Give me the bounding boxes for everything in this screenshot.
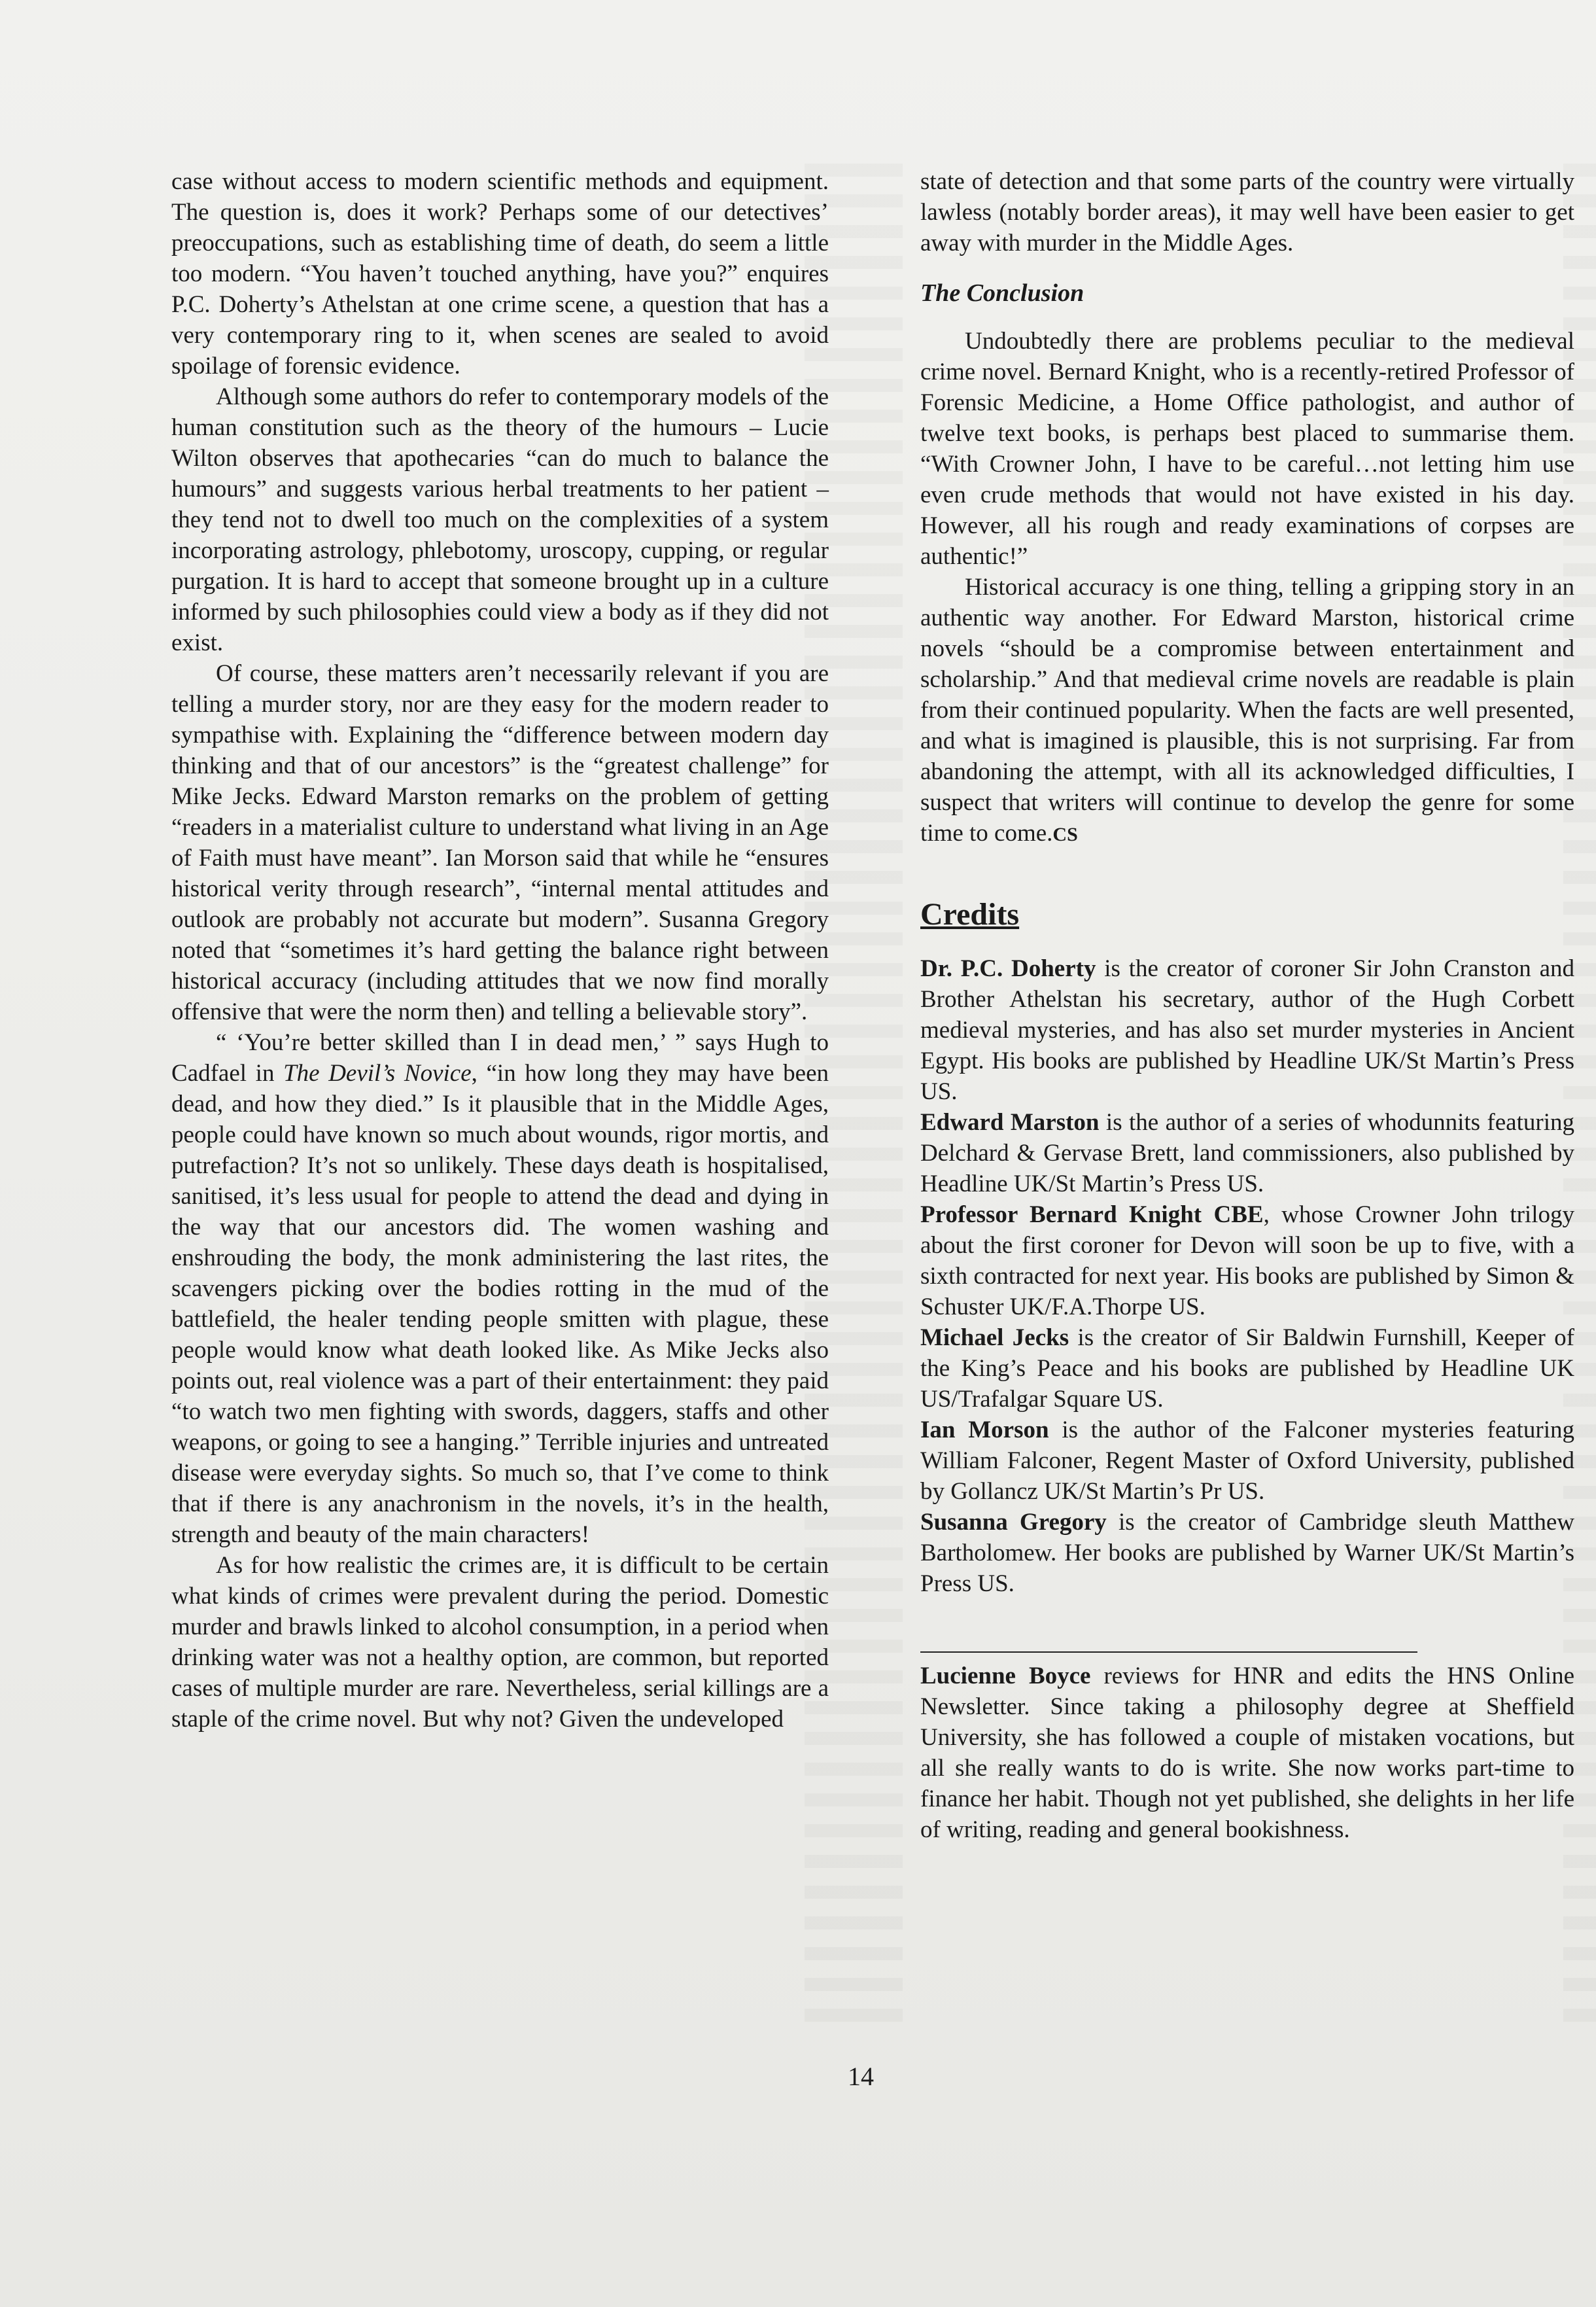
end-mark-icon: CS — [1052, 824, 1078, 845]
credit-entry — [920, 1507, 1574, 1599]
credits-heading: Credits — [920, 897, 1020, 932]
right-paragraph-1: state of detection and that some parts of the country were virtually lawless (notably border areas), it may well have been easier to get away with murder in the Middle Ages. — [920, 168, 1574, 256]
left-paragraph-5: As for how realistic the crimes are, it is difficult to be certain what kinds of crimes were prevalent during the period. Domestic murder and brawls linked to alcohol consumption, in a period when drinking water was not a healthy option, are common, but reported cases of multiple murder are rare. Nevertheless, serial killings are a staple of the crime novel. But why not? Given the undeveloped — [171, 1552, 829, 1733]
credit-name: Ian Morson — [920, 1417, 1049, 1443]
quote-intro: “ ‘You’re better skilled than I in dead men,’ ” says Hugh to Cadfael in — [171, 1029, 829, 1087]
left-paragraph-1: case without access to modern scientific methods and equipment. The question is, does it work? Perhaps some of our detectives’ preoccupations, such as establishing time of death, do seem a little too modern. “You haven’t touched anything, have you?” enquires P.C. Doherty’s Athelstan at one crime scene, a question that has a very contemporary ring to it, when scenes are sealed to avoid spoilage of forensic evidence. — [171, 168, 829, 379]
right-paragraph-3 — [920, 572, 1574, 850]
bio-name: Lucienne Boyce — [920, 1663, 1091, 1689]
left-paragraph-3: Of course, these matters aren’t necessarily relevant if you are telling a murder story, nor are they easy for the modern reader to sympathise with. Explaining the “difference between modern day thinking and that of our ancestors” is the “greatest challenge” for Mike Jecks. Edward Marston remarks on the problem of getting “readers in a materialist culture to understand what living in an Age of Faith must have meant”. Ian Morson said that while he “ensures historical verity through research”, “internal mental attitudes and outlook are probably not accurate but modern”. Susanna Gregory noted that “sometimes it’s hard getting the balance right between historical accuracy (including attitudes that we now find morally offensive that were the norm then) and telling a believable story”. — [171, 660, 829, 1025]
credit-entry — [920, 1415, 1574, 1507]
quote-rest: , “in how long they may have been dead, and how they died.” Is it plausible that in the Middle Ages, people could have known so much about wounds, rigor mortis, and putrefaction? It’s not so unlikely. These days death is hospitalised, sanitised, it’s less usual for people to attend the dead and dying in the way that our ancestors did. The women washing and enshrouding the body, the monk administering the last rites, the scavengers picking over the bodies rotting in the mud of the battlefield, the healer tending people smitten with plague, these people would know what death looked like. As Mike Jecks also points out, real violence was a part of their entertainment: they paid “to watch two men fighting with swords, daggers, staffs and other weapons, or going to see a hanging.” Terrible injuries and untreated disease were everyday sights. So much so, that I’ve come to think that if there is any anachronism in the novels, it’s in the health, strength and beauty of the main characters! — [171, 1060, 829, 1548]
bio-text: reviews for HNR and edits the HNS Online Newsletter. Since taking a philosophy degree at Sheffield University, she has followed a couple of mistaken vocations, but all she really wants to do is write. She now works part-time to finance her habit. Though not yet published, she delights in her life of writing, reading and general bookishness. — [920, 1663, 1574, 1843]
credit-text: is the creator of coroner Sir John Cranston and Brother Athelstan his secretary, author of the Hugh Corbett medieval mysteries, and has also set murder mysteries in Ancient Egypt. His books are published by Headline UK/St Martin’s Press US. — [920, 955, 1574, 1105]
author-bio — [920, 1661, 1574, 1845]
credit-name: Edward Marston — [920, 1109, 1100, 1136]
credit-name: Dr. P.C. Doherty — [920, 955, 1096, 982]
right-paragraph-2: Undoubtedly there are problems peculiar to the medieval crime novel. Bernard Knight, who is a recently-retired Professor of Forensic Medicine, a Home Office pathologist, and author of twelve text books, is perhaps best placed to summarise them. “With Crowner John, I have to be careful…not letting him use even crude methods that would not have existed in his day. However, all his rough and ready examinations of corpses are authentic!” — [920, 328, 1574, 570]
credit-text: , whose Crowner John trilogy about the first coroner for Devon will soon be up to five, with a sixth contracted for next year. His books are published by Simon & Schuster UK/F.A.Thorpe US. — [920, 1201, 1574, 1320]
bio-divider — [920, 1651, 1417, 1653]
credit-name: Susanna Gregory — [920, 1509, 1107, 1536]
credit-text: is the author of a series of whodunnits featuring Delchard & Gervase Brett, land commissioners, also published by Headline UK/St Martin’s Press US. — [920, 1109, 1574, 1197]
credit-name: Michael Jecks — [920, 1324, 1069, 1351]
credit-entry — [920, 1107, 1574, 1199]
right-column — [920, 166, 1574, 1845]
left-column — [171, 166, 829, 1735]
credit-entry — [920, 1322, 1574, 1415]
page-number: 14 — [848, 2062, 874, 2091]
credit-text: is the author of the Falconer mysteries featuring William Falconer, Regent Master of Oxford University, published by Gollancz UK/St Martin’s Pr US. — [920, 1417, 1574, 1505]
left-paragraph-4 — [171, 1027, 829, 1550]
credit-entry — [920, 1199, 1574, 1322]
left-paragraph-2: Although some authors do refer to contemporary models of the human constitution such as the theory of the humours – Lucie Wilton observes that apothecaries “can do much to balance the humours” and suggests various herbal treatments to her patient – they tend not to dwell too much on the complexities of a system incorporating astrology, phlebotomy, uroscopy, cupping, or regular purgation. It is hard to accept that someone brought up in a culture informed by such philosophies could view a body as if they did not exist. — [171, 383, 829, 656]
conclusion-heading: The Conclusion — [920, 279, 1084, 307]
credit-entry — [920, 953, 1574, 1107]
credit-text: is the creator of Sir Baldwin Furnshill, Keeper of the King’s Peace and his books are published by Headline UK US/Trafalgar Square US. — [920, 1324, 1574, 1413]
credit-text: is the creator of Cambridge sleuth Matthew Bartholomew. Her books are published by Warner UK/St Martin’s Press US. — [920, 1509, 1575, 1597]
right-paragraph-3-text: Historical accuracy is one thing, telling a gripping story in an authentic way another. For Edward Marston, historical crime novels “should be a compromise between entertainment and scholarship.” And that medieval crime novels are readable is plain from their continued popularity. When the facts are well presented, and what is imagined is plausible, this is not surprising. Far from abandoning the attempt, with all its acknowledged difficulties, I suspect that writers will continue to develop the genre for some time to come. — [920, 574, 1574, 847]
credit-name: Professor Bernard Knight CBE — [920, 1201, 1264, 1228]
book-title: The Devil’s Novice — [283, 1060, 472, 1087]
